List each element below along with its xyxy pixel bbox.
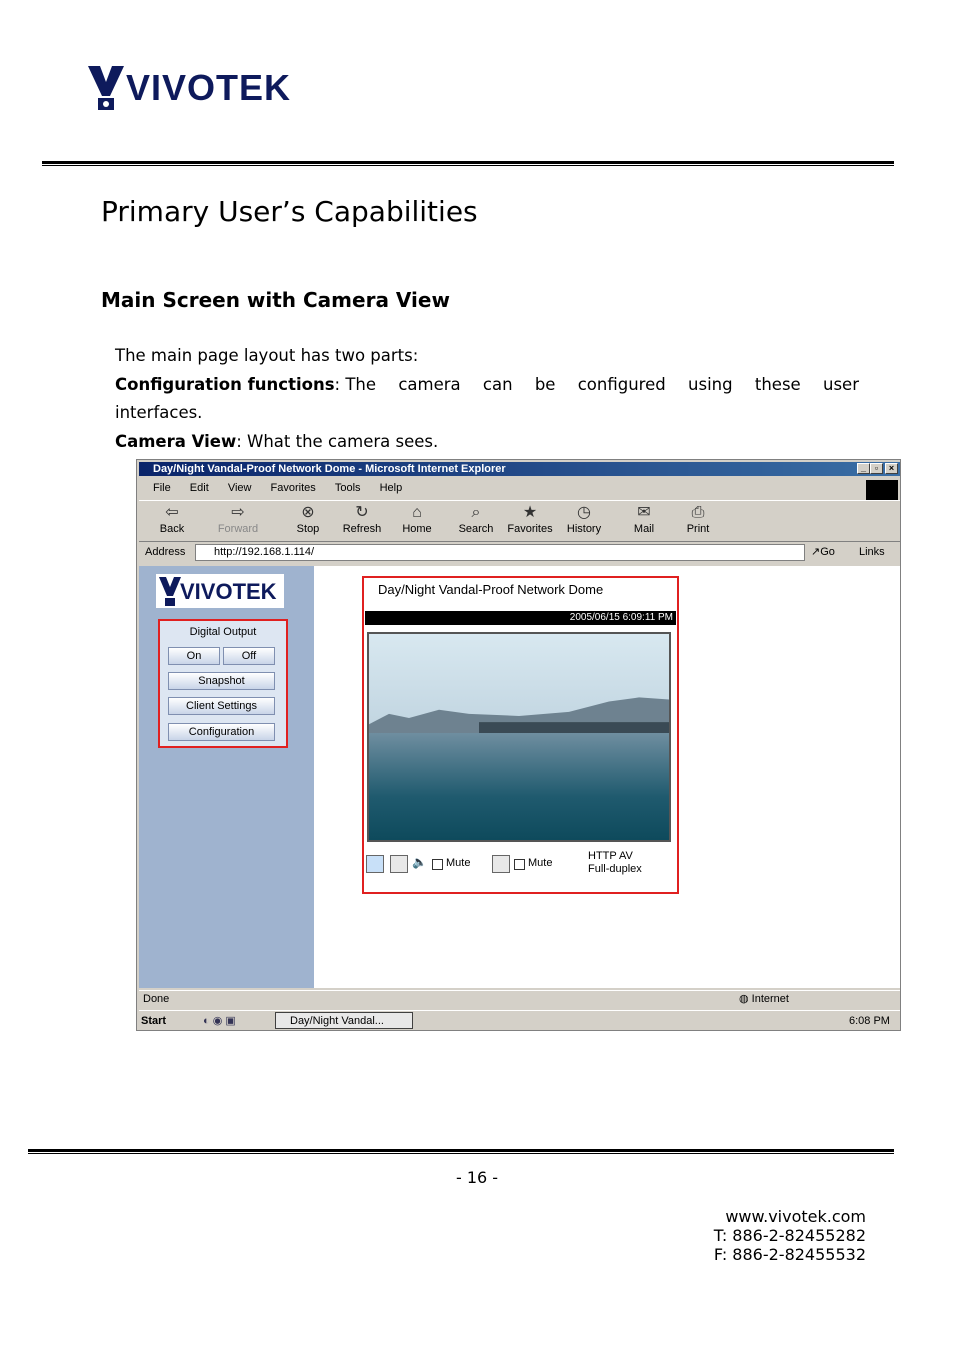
forward-arrow-icon: ⇨ xyxy=(231,504,245,521)
start-button[interactable]: Start xyxy=(141,1015,167,1027)
refresh-icon: ↻ xyxy=(355,504,369,521)
duplex-label: Full-duplex xyxy=(588,863,642,875)
print-button[interactable] xyxy=(673,503,723,535)
tool-label: Search xyxy=(458,523,494,535)
tool-label: History xyxy=(566,523,602,535)
menu-tools[interactable]: Tools xyxy=(334,482,361,494)
snapshot-button[interactable]: Snapshot xyxy=(168,672,275,690)
sidebar-logo xyxy=(156,574,284,608)
menu-help[interactable]: Help xyxy=(379,482,403,494)
footer-website: www.vivotek.com xyxy=(725,1207,866,1226)
header-rule-thin xyxy=(42,165,894,166)
refresh-button[interactable] xyxy=(337,503,387,535)
output-on-button[interactable]: On xyxy=(168,647,220,665)
mute-speaker-label: Mute xyxy=(446,857,471,869)
word: these xyxy=(754,375,801,394)
history-icon: ◷ xyxy=(577,504,591,521)
camera-view-highlight xyxy=(362,576,679,894)
zone-label: Internet xyxy=(751,993,789,1005)
search-button[interactable] xyxy=(451,503,501,535)
speaker-icon: 🔈 xyxy=(412,855,427,869)
word: : The xyxy=(334,375,377,394)
control-panel-highlight xyxy=(158,619,288,748)
subsection-title: Main Screen with Camera View xyxy=(101,288,450,312)
globe-icon: ◍ xyxy=(739,993,752,1005)
stop-button[interactable] xyxy=(283,503,333,535)
close-icon[interactable]: × xyxy=(885,463,898,474)
config-paragraph xyxy=(115,373,859,397)
back-arrow-icon: ⇦ xyxy=(165,504,179,521)
camera-controls xyxy=(366,850,676,876)
camview-paragraph xyxy=(115,430,438,454)
status-done: Done xyxy=(143,993,170,1005)
back-button[interactable] xyxy=(147,503,197,535)
minimize-icon[interactable]: _ xyxy=(857,463,870,474)
vivotek-logo xyxy=(86,62,291,112)
search-icon: ⌕ xyxy=(471,504,481,521)
footer-rule xyxy=(28,1149,894,1152)
footer-phone: T: 886-2-82455282 xyxy=(713,1226,866,1245)
tool-label: Refresh xyxy=(342,523,382,535)
sea xyxy=(369,733,669,840)
tool-label: Print xyxy=(686,523,710,535)
taskbar-window-button[interactable]: Day/Night Vandal... xyxy=(275,1012,413,1029)
config-term: Configuration functions xyxy=(115,375,335,394)
quick-launch-icons[interactable]: ◐ ◉ ▣ xyxy=(203,1015,236,1027)
address-bar xyxy=(139,542,900,562)
protocol-label: HTTP AV xyxy=(588,850,633,862)
window-title: Day/Night Vandal-Proof Network Dome - Microsoft Internet Explorer xyxy=(153,463,506,475)
mute-mic-checkbox[interactable] xyxy=(514,859,525,870)
mail-button[interactable] xyxy=(619,503,669,535)
digital-output-label: Digital Output xyxy=(189,626,257,638)
intro-text: The main page layout has two parts: xyxy=(115,346,419,365)
print-icon: ⎙ xyxy=(691,504,705,521)
camera-sidebar xyxy=(139,566,314,988)
word: using xyxy=(688,375,733,394)
tool-label: Home xyxy=(402,523,432,535)
tool-label: Forward xyxy=(217,523,259,535)
word: can xyxy=(482,375,513,394)
logo-text: VIVOTEK xyxy=(126,67,292,108)
history-button[interactable] xyxy=(559,503,609,535)
page-content xyxy=(139,566,900,988)
word: configured xyxy=(577,375,666,394)
status-zone xyxy=(739,991,789,1008)
maximize-icon[interactable]: ▫ xyxy=(870,463,883,474)
talk-icon[interactable] xyxy=(390,855,408,873)
logo-mark-icon xyxy=(158,574,182,608)
zoom-icon[interactable] xyxy=(366,855,384,873)
mute-speaker-checkbox[interactable] xyxy=(432,859,443,870)
menu-view[interactable]: View xyxy=(227,482,252,494)
section-title: Primary User’s Capabilities xyxy=(101,195,478,228)
address-input[interactable]: http://192.168.1.114/ xyxy=(195,544,805,561)
browser-toolbar xyxy=(139,500,900,542)
sidebar-logo-text: VIVOTEK xyxy=(180,579,277,604)
header-rule xyxy=(42,161,894,164)
footer-fax: F: 886-2-82455532 xyxy=(713,1245,866,1264)
forward-button[interactable] xyxy=(213,503,263,535)
tool-label: Mail xyxy=(633,523,655,535)
mute-mic-label: Mute xyxy=(528,857,553,869)
status-bar xyxy=(139,990,900,1008)
config-continuation: interfaces. xyxy=(115,403,203,422)
word: be xyxy=(534,375,556,394)
microphone-icon[interactable] xyxy=(492,855,510,873)
menu-edit[interactable]: Edit xyxy=(189,482,209,494)
home-button[interactable] xyxy=(392,503,442,535)
camera-image xyxy=(367,632,671,842)
go-button[interactable] xyxy=(811,543,835,561)
favorites-icon: ★ xyxy=(522,504,538,521)
word: camera xyxy=(398,375,461,394)
output-off-button[interactable]: Off xyxy=(223,647,275,665)
menu-favorites[interactable]: Favorites xyxy=(270,482,316,494)
home-icon: ⌂ xyxy=(412,504,422,521)
client-settings-button[interactable]: Client Settings xyxy=(168,697,275,715)
menu-bar xyxy=(139,478,900,498)
taskbar-clock: 6:08 PM xyxy=(849,1015,890,1027)
camview-desc: : What the camera sees. xyxy=(236,432,439,451)
page-number: - 16 - xyxy=(455,1168,499,1187)
windows-logo-icon xyxy=(866,480,898,500)
browser-screenshot xyxy=(136,459,901,1031)
links-button[interactable]: Links xyxy=(859,546,885,558)
camview-term: Camera View xyxy=(115,432,237,451)
camera-title: Day/Night Vandal-Proof Network Dome xyxy=(378,582,604,597)
address-label: Address xyxy=(145,546,186,558)
favorites-button[interactable] xyxy=(505,503,555,535)
timestamp-bar: 2005/06/15 6:09:11 PM xyxy=(365,611,676,625)
go-label: Go xyxy=(820,546,835,558)
tool-label: Favorites xyxy=(507,523,553,535)
taskbar xyxy=(139,1010,900,1031)
menu-file[interactable]: File xyxy=(153,482,171,494)
tool-label: Stop xyxy=(296,523,320,535)
mail-icon: ✉ xyxy=(637,504,651,521)
tool-label: Back xyxy=(159,523,185,535)
footer-rule-thin xyxy=(28,1153,894,1154)
window-titlebar xyxy=(139,462,900,476)
word: user xyxy=(822,375,859,394)
go-arrow-icon: ↗ xyxy=(811,546,821,558)
stop-icon: ⊗ xyxy=(301,504,315,521)
configuration-button[interactable]: Configuration xyxy=(168,723,275,741)
logo-mark-icon xyxy=(86,62,126,112)
